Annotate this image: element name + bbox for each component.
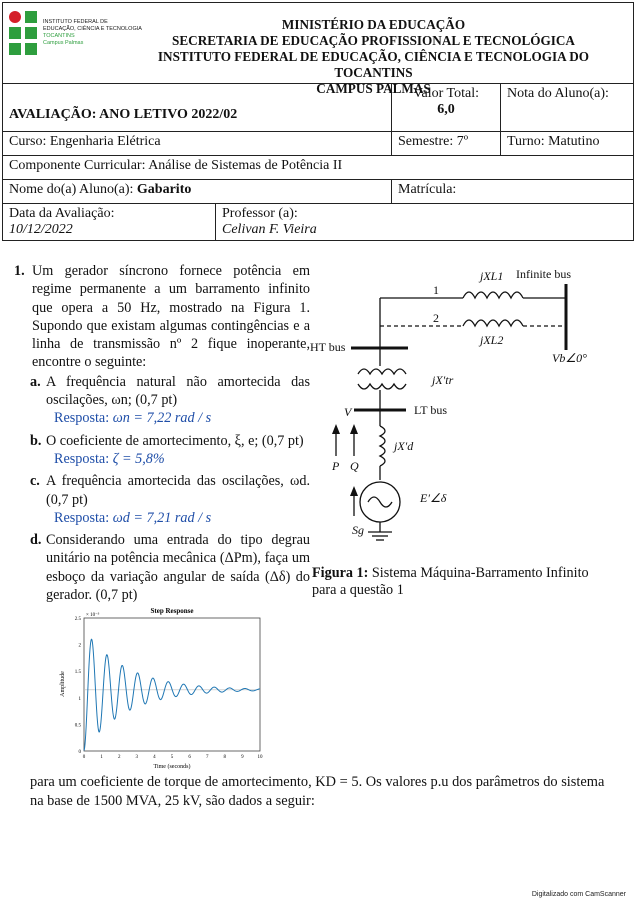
x-tick-label: 5 — [170, 755, 174, 760]
semestre: Semestre: 7º — [392, 132, 501, 156]
step-response-chart — [58, 604, 274, 770]
label-vb: Vb∠0° — [552, 351, 587, 365]
x-tick-label: 7 — [205, 755, 209, 760]
logo-line2: EDUCAÇÃO, CIÊNCIA E TECNOLOGIA — [43, 26, 142, 32]
item-c — [30, 472, 310, 509]
y-tick-label: 0 — [78, 750, 81, 755]
question-text: Um gerador síncrono fornece potência em regime permanente a um barramento infinito que opera a 50 Hz, mostrado na Figura 1. Supondo que existam algumas contingências e a linha de transmissão nº 2 fique inoperante, encontre o seguinte: — [32, 263, 310, 371]
data-cell — [3, 204, 216, 241]
label-sg: Sg — [352, 523, 364, 537]
y-tick-label: 1.5 — [74, 670, 81, 676]
logo-line1: INSTITUTO FEDERAL DE — [43, 19, 108, 25]
nome-label: Nome do(a) Aluno(a): — [9, 182, 137, 197]
curso: Curso: Engenharia Elétrica — [3, 132, 392, 156]
item-d-label: d. — [30, 532, 42, 549]
y-tick-label: 2.5 — [74, 617, 81, 622]
label-line-2: 2 — [433, 311, 439, 325]
logo-line4: Campus Palmas — [43, 40, 84, 46]
figure-caption — [312, 565, 602, 599]
plot-exponent: × 10⁻³ — [86, 613, 100, 618]
figure-1-diagram — [308, 258, 628, 558]
item-c-text: A frequência amortecida das oscilações, ωd. (0,7 pt) — [46, 473, 310, 508]
plot-title: Step Response — [150, 607, 194, 615]
ifto-logo-icon — [7, 9, 45, 61]
componente: Componente Curricular: Análise de Sistemas de Potência II — [3, 156, 634, 180]
label-xl2: jXL2 — [480, 333, 504, 347]
scanner-watermark: Digitalizado com CamScanner — [531, 891, 626, 898]
label-e: E′∠δ — [420, 491, 447, 505]
answer-a-value: ωn = 7,22 rad / s — [112, 410, 212, 427]
bottom-text: para um coeficiente de torque de amortecimento, KD = 5. Os valores p.u dos parâmetros do sistema na base de 1500 MVA, 25 kV, são dados a seguir: — [30, 774, 605, 809]
label-xtr: jX′tr — [432, 373, 454, 387]
matricula: Matrícula: — [392, 180, 634, 204]
item-b-text: O coeficiente de amortecimento, ξ, e; (0,7 pt) — [46, 432, 304, 449]
answer-b-value: ζ = 5,8% — [112, 450, 165, 467]
x-tick-label: 2 — [117, 755, 121, 760]
data-label: Data da Avaliação: — [9, 206, 115, 221]
nota-label: Nota do Aluno(a): — [501, 84, 634, 132]
answer-a-label: Resposta: — [54, 410, 113, 427]
item-d — [30, 531, 310, 604]
data-value: 10/12/2022 — [9, 222, 73, 237]
x-tick-label: 8 — [223, 755, 227, 760]
answer-c — [54, 509, 310, 527]
turno: Turno: Matutino — [501, 132, 634, 156]
question-1 — [14, 262, 310, 604]
item-d-text: Considerando uma entrada do tipo degrau unitário na potência mecânica (ΔPm), faça um esboço da variação angular de saída (Δδ) do gerador. (0,7 pt) — [46, 532, 310, 604]
answer-c-value: ωd = 7,21 rad / s — [112, 509, 212, 526]
nome-cell — [3, 180, 392, 204]
item-c-label: c. — [30, 473, 40, 490]
y-tick-label: 2 — [78, 643, 81, 649]
professor-value: Celivan F. Vieira — [222, 222, 317, 237]
nome-value: Gabarito — [136, 182, 192, 197]
professor-cell — [216, 204, 634, 241]
plot-ylabel: Amplitude — [60, 671, 66, 697]
plot-xlabel: Time (seconds) — [153, 764, 191, 770]
inst-line3: INSTITUTO FEDERAL DE EDUCAÇÃO, CIÊNCIA E TECNOLOGIA DO TOCANTINS — [157, 49, 590, 80]
exam-title: AVALIAÇÃO: ANO LETIVO 2022/02 — [3, 84, 392, 132]
question-stem — [14, 262, 310, 372]
item-a — [30, 373, 310, 410]
x-tick-label: 6 — [188, 755, 191, 760]
item-b — [30, 432, 310, 450]
answer-a — [54, 409, 310, 427]
institution-block — [121, 17, 626, 97]
x-tick-label: 4 — [153, 755, 156, 760]
label-ht-bus: HT bus — [310, 340, 346, 354]
x-tick-label: 9 — [241, 755, 244, 760]
inst-line1: MINISTÉRIO DA EDUCAÇÃO — [281, 17, 466, 32]
label-p: P — [332, 459, 340, 473]
answer-b — [54, 450, 310, 468]
valor-value: 6,0 — [437, 102, 455, 117]
header-table — [2, 2, 634, 238]
label-v: V — [344, 405, 352, 419]
question-number: 1. — [14, 263, 25, 279]
label-lt-bus: LT bus — [414, 403, 448, 417]
logo-line3: TOCANTINS — [43, 33, 75, 39]
label-line-1: 1 — [433, 283, 439, 297]
y-tick-label: 0.5 — [74, 723, 81, 729]
inst-line2: SECRETARIA DE EDUCAÇÃO PROFISSIONAL E TECNOLÓGICA — [172, 33, 575, 48]
label-xd: jX′d — [394, 439, 414, 453]
item-b-label: b. — [30, 432, 42, 449]
x-tick-label: 3 — [135, 755, 139, 760]
item-a-text: A frequência natural não amortecida das oscilações, ωn; (0,7 pt) — [46, 373, 310, 409]
label-infinite-bus: Infinite bus — [516, 267, 571, 281]
y-tick-label: 1 — [78, 696, 81, 702]
answer-c-label: Resposta: — [54, 509, 113, 526]
professor-label: Professor (a): — [222, 206, 298, 221]
valor-label: Valor Total: — [412, 86, 480, 101]
x-tick-label: 0 — [82, 755, 86, 760]
label-q: Q — [350, 459, 359, 473]
label-xl1: jXL1 — [480, 269, 504, 283]
inst-line4: CAMPUS PALMAS — [316, 81, 431, 96]
x-tick-label: 1 — [100, 755, 103, 760]
caption-text: Sistema Máquina-Barramento Infinito para a questão 1 — [312, 565, 589, 598]
caption-bold: Figura 1: — [312, 565, 369, 581]
x-tick-label: 10 — [257, 755, 263, 760]
item-a-label: a. — [30, 373, 41, 390]
answer-b-label: Resposta: — [54, 450, 113, 467]
